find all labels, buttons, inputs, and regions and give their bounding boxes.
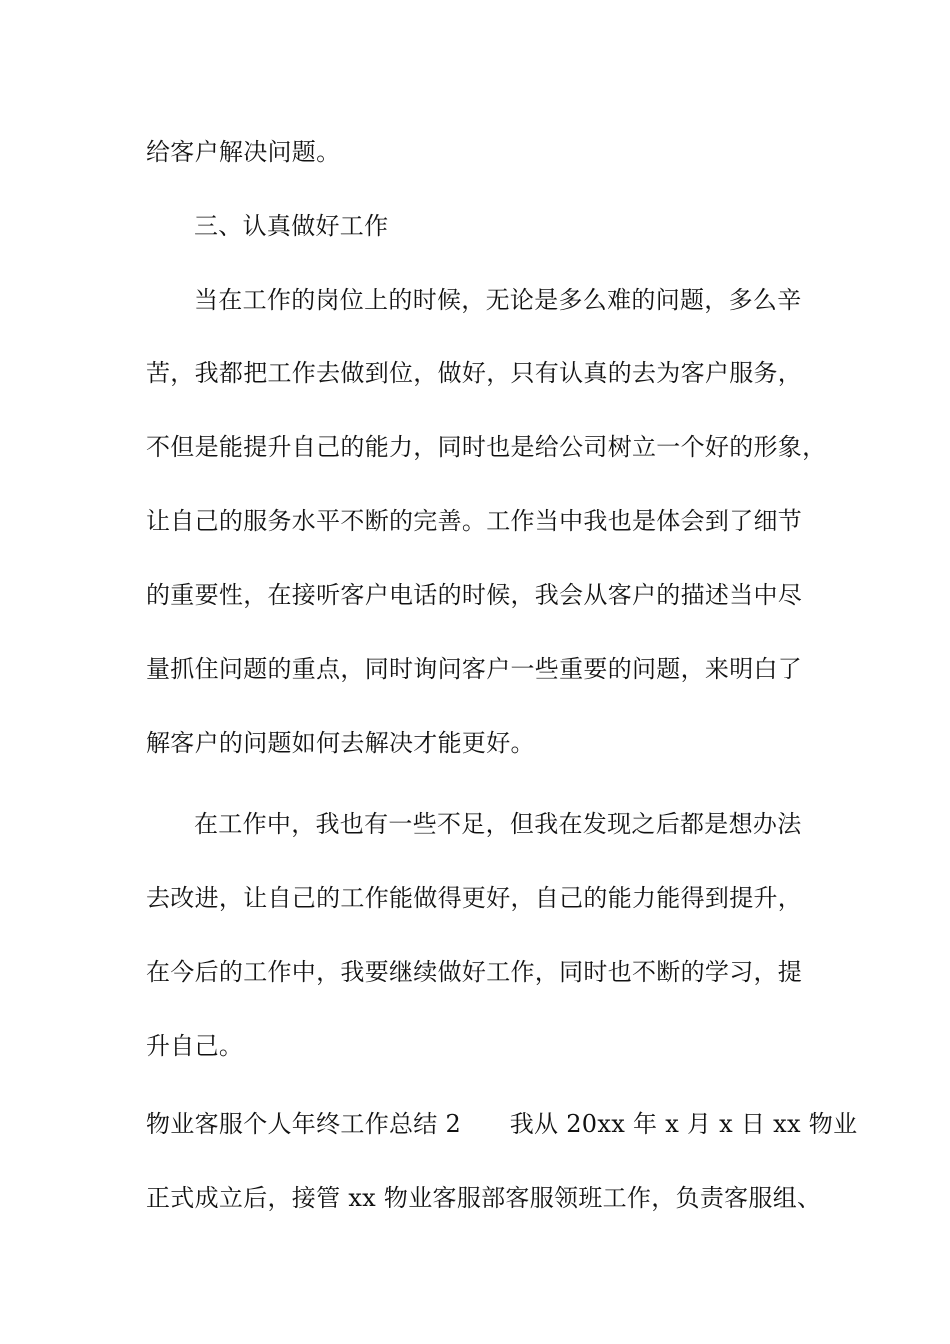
section-heading: 三、认真做好工作 bbox=[194, 212, 389, 240]
text-line-1: 给客户解决问题。 bbox=[146, 138, 341, 166]
text-line-11: 去改进，让自己的工作能做得更好，自己的能力能得到提升， bbox=[146, 884, 803, 912]
text-line-12: 在今后的工作中，我要继续做好工作，同时也不断的学习，提 bbox=[146, 958, 803, 986]
text-line-10: 在工作中，我也有一些不足，但我在发现之后都是想办法 bbox=[194, 810, 802, 838]
text-line-4: 苦，我都把工作去做到位，做好，只有认真的去为客户服务， bbox=[146, 359, 803, 387]
text-line-7: 的重要性，在接听客户电话的时候，我会从客户的描述当中尽 bbox=[146, 581, 803, 609]
text-line-5: 不但是能提升自己的能力，同时也是给公司树立一个好的形象， bbox=[146, 433, 827, 461]
text-line-9: 解客户的问题如何去解决才能更好。 bbox=[146, 729, 535, 757]
text-line-13: 升自己。 bbox=[146, 1032, 244, 1060]
text-line-3: 当在工作的岗位上的时候，无论是多么难的问题，多么辛 bbox=[194, 286, 802, 314]
text-line-8: 量抓住问题的重点，同时询问客户一些重要的问题，来明白了 bbox=[146, 655, 803, 683]
text-line-6: 让自己的服务水平不断的完善。工作当中我也是体会到了细节 bbox=[146, 507, 803, 535]
text-line-15: 正式成立后，接管 xx 物业客服部客服领班工作，负责客服组、 bbox=[146, 1184, 822, 1212]
summary-title-line: 物业客服个人年终工作总结 2 我从 20xx 年 x 月 x 日 xx 物业 bbox=[146, 1110, 858, 1138]
